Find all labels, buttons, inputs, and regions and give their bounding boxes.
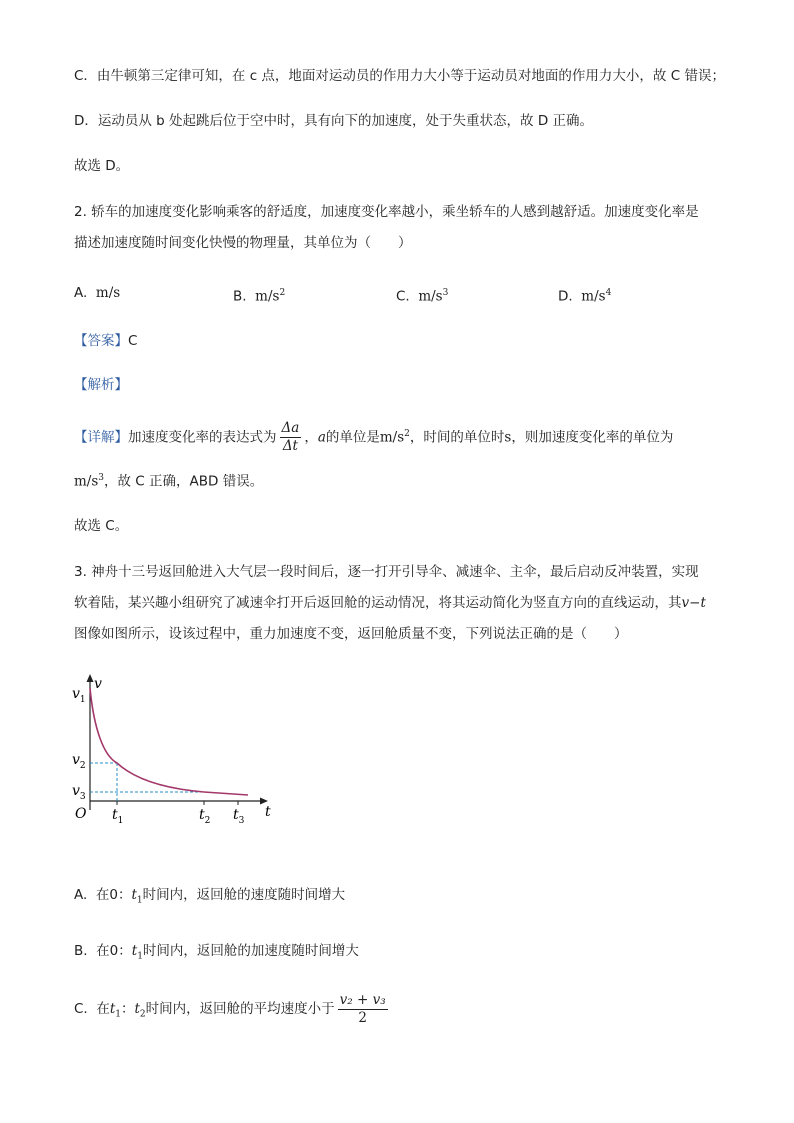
q2-answer — [74, 331, 137, 351]
answer-tag: 【答案】 — [74, 333, 128, 349]
q2-stem-line-2: 描述加速度随时间变化快慢的物理量，其单位为（ ） — [74, 235, 412, 251]
t3-label: $t_3$ — [233, 807, 245, 826]
q3-stem-line-2: 软着陆，某兴趣小组研究了减速伞打开后返回舱的运动情况，将其运动简化为竖直方向的直线运动，其v−t — [74, 595, 706, 611]
q1-option-c-explanation: C．由牛顿第三定律可知，在 c 点，地面对运动员的作用力大小等于运动员对地面的作用力大小，故 C 错误； — [74, 68, 725, 84]
v-axis-arrow — [87, 674, 94, 682]
detail-tag: 【详解】 — [74, 429, 128, 446]
q3-vt-graph — [66, 668, 286, 838]
v3-label: $v_3$ — [72, 783, 86, 802]
v-axis-label: v — [94, 676, 102, 692]
q2-option-d: D. $m/s^4$ — [558, 288, 612, 305]
q2-detail-line-2: $m/s^3$，故 C 正确，ABD 错误。 — [74, 473, 264, 490]
t-axis-label: t — [265, 804, 271, 820]
q3-stem-line-1: 3. 神舟十三号返回舱进入大气层一段时间后，逐一打开引导伞、减速伞、主伞，最后启动反冲装置，实现 — [74, 564, 699, 580]
q3-option-a: A. 在0：$t_1$时间内，返回舱的速度随时间增大 — [74, 887, 346, 906]
q2-analysis-tag: 【解析】 — [74, 377, 128, 393]
q3-stem-line-3: 图像如图所示，设该过程中，重力加速度不变，返回舱质量不变，下列说法正确的是（ ） — [74, 626, 628, 642]
q2-option-a: A. m/s — [74, 285, 121, 301]
t1-label: $t_1$ — [112, 807, 124, 826]
q2-option-b: B. $m/s^2$ — [233, 288, 286, 305]
q2-detail-line-1: 【详解】加速度变化率的表达式为 $\frac{\Delta a}{\Delta t}$ ，a的单位是$m/s^2$，时间的单位时s，则加速度变化率的单位为 — [74, 420, 674, 454]
v1-label: $v_1$ — [72, 686, 86, 705]
rate-fraction: $\frac{\Delta a}{\Delta t}$ — [281, 420, 300, 454]
q3-option-c: C. 在$t_1$：$t_2$时间内，返回舱的平均速度小于 $\frac{\text{v₂ + v₃}}{2}$ — [74, 991, 386, 1026]
q1-choose: 故选 D。 — [74, 158, 130, 174]
q2-choose: 故选 C。 — [74, 518, 129, 534]
average-velocity-fraction: $\frac{\text{v₂ + v₃}}{2}$ — [339, 991, 386, 1026]
q1-option-d-explanation: D．运动员从 b 处起跳后位于空中时，具有向下的加速度，处于失重状态，故 D 正确。 — [74, 113, 594, 129]
v2-label: $v_2$ — [72, 752, 86, 771]
q3-option-b: B. 在0：$t_1$时间内，返回舱的加速度随时间增大 — [74, 943, 359, 962]
origin-label: O — [75, 806, 87, 822]
velocity-curve — [90, 688, 248, 795]
q2-option-c: C. $m/s^3$ — [396, 288, 449, 305]
answer-value: C — [128, 333, 138, 349]
t2-label: $t_2$ — [199, 807, 211, 826]
q2-stem-line-1: 2. 轿车的加速度变化影响乘客的舒适度，加速度变化率越小，乘坐轿车的人感到越舒适。加速度变化率是 — [74, 204, 699, 220]
